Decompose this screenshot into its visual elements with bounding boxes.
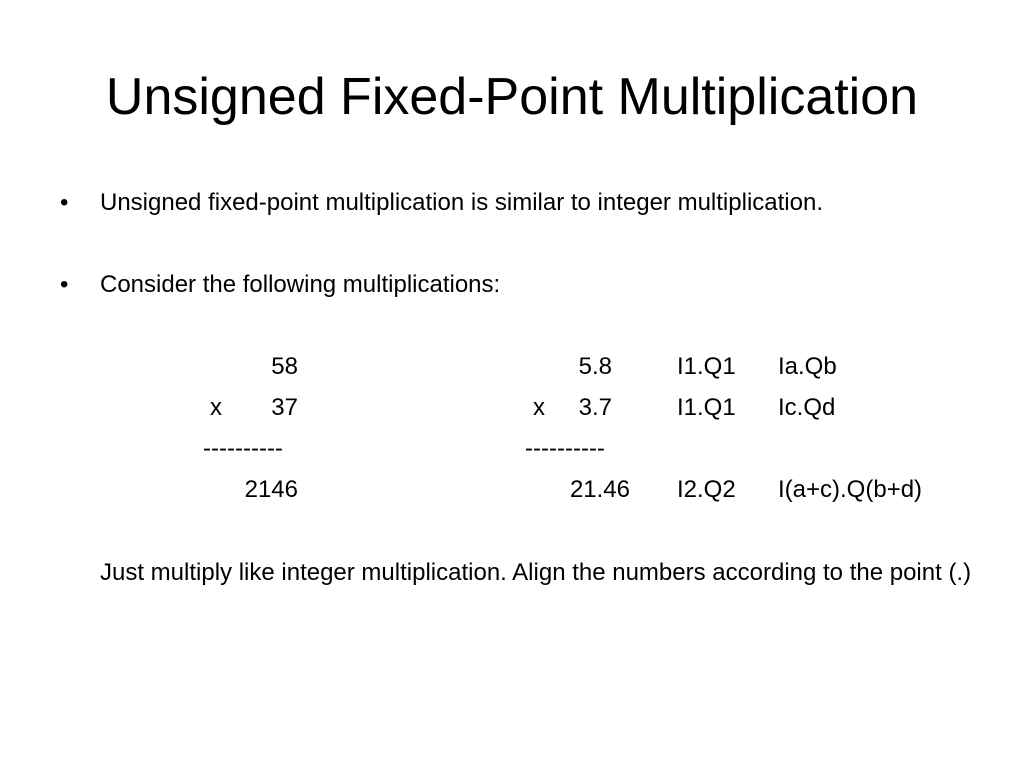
integer-operator: x xyxy=(210,394,222,421)
fixed-product: 21.46 xyxy=(569,476,630,503)
format-specific: I1.Q1 xyxy=(677,353,736,380)
integer-rule: ---------- xyxy=(203,435,283,462)
integer-multiplier: 37 xyxy=(271,394,298,421)
bullet-marker: • xyxy=(60,271,69,298)
integer-multiplicand: 58 xyxy=(271,353,298,380)
format-generic: Ic.Qd xyxy=(778,394,836,421)
explanation-text: Just multiply like integer multiplication. Align the numbers according to the point (.) xyxy=(100,559,972,586)
format-specific: I1.Q1 xyxy=(677,394,736,421)
fixed-multiplicand: 5.8 xyxy=(578,353,612,380)
bullet-text: Consider the following multiplications: xyxy=(100,271,501,298)
fixed-rule: ---------- xyxy=(525,435,605,462)
fixed-multiplier: 3.7 xyxy=(578,394,612,421)
format-generic: I(a+c).Q(b+d) xyxy=(778,476,923,503)
bullet-marker: • xyxy=(60,189,69,216)
slide-title: Unsigned Fixed-Point Multiplication xyxy=(105,68,919,126)
fixed-operator: x xyxy=(533,394,545,421)
format-generic: Ia.Qb xyxy=(778,353,837,380)
bullet-text: Unsigned fixed-point multiplication is similar to integer multiplication. xyxy=(100,189,823,216)
format-specific: I2.Q2 xyxy=(677,476,736,503)
integer-product: 2146 xyxy=(244,476,298,503)
